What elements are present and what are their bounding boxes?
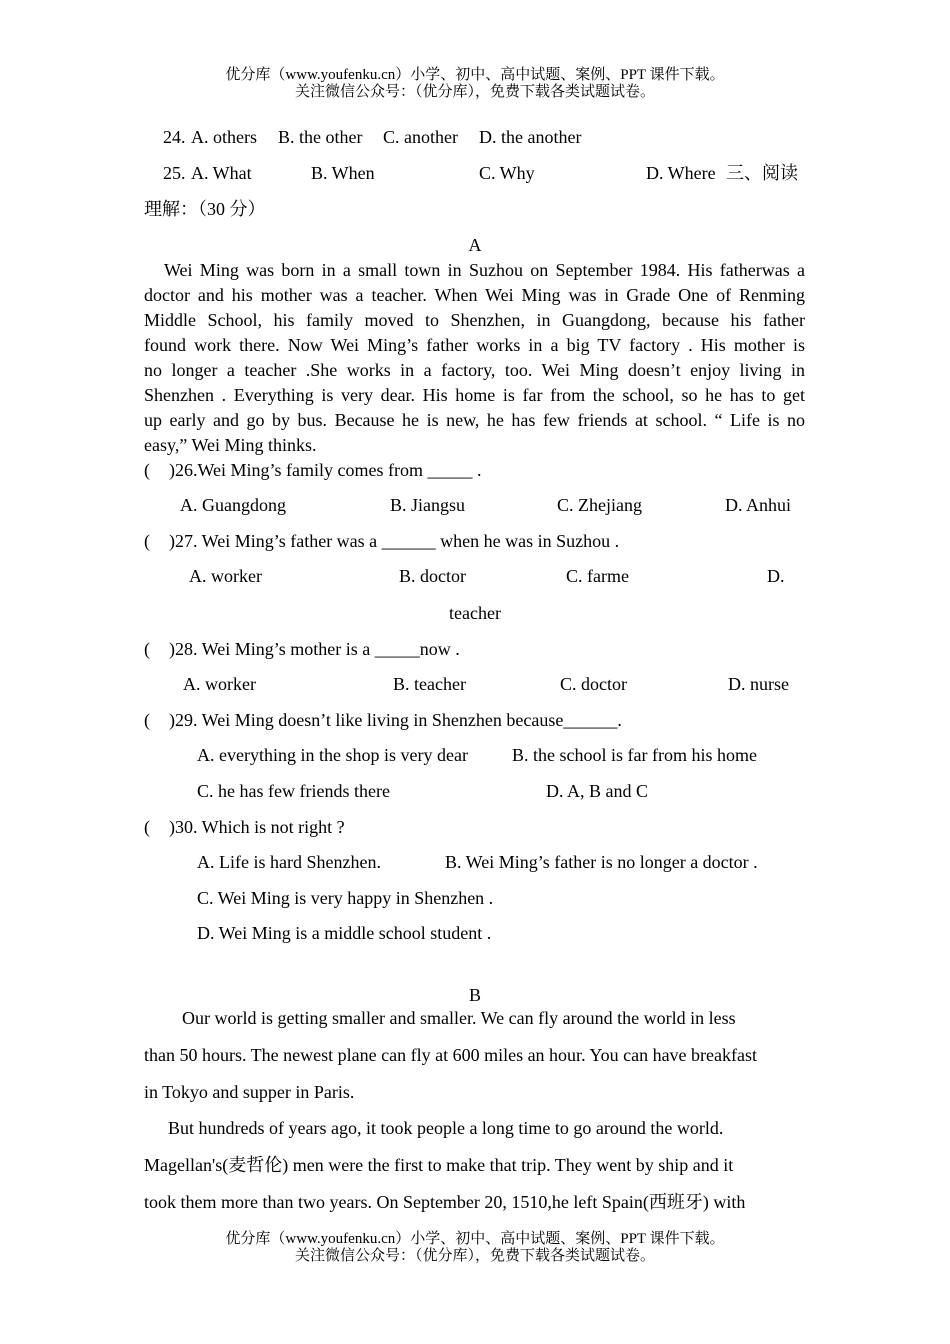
q29-paren: ( [144,710,150,730]
passage-b-label: B [468,985,481,1005]
q27-option-d-label: D. [767,566,785,586]
q30-option-d: D. Wei Ming is a middle school student . [197,923,492,943]
header-line-2: 关注微信公众号：（优分库），免费下载各类试题试卷。 [294,84,655,100]
passage-a-line: Wei Ming was born in a small town in Suzhou on September 1984. His fatherwas a [164,260,805,280]
q26-option-d: D. Anhui [725,495,792,515]
q30-stem [144,816,345,838]
q30-option-a: A. Life is hard Shenzhen. [197,852,381,872]
q28-option-a: A. worker [183,674,256,694]
q29-stem-text: )29. Wei Ming doesn’t like living in Shenzhen because [169,710,564,730]
q29-blank: ______ [563,710,618,730]
passage-b-line: Our world is getting smaller and smaller. We can fly around the world in less [182,1008,736,1028]
passage-a-label: A [468,235,482,255]
header-line-1: 优分库（www.youfenku.cn）小学、初中、高中试题、案例、PPT 课件下载。 [225,67,725,83]
q27-option-c: C. farme [566,566,629,586]
q25-option-c: C. Why [479,163,535,183]
q24-number: 24. [163,127,186,147]
q26-stem-text: )26.Wei Ming’s family comes from [169,460,424,480]
q30-option-c: C. Wei Ming is very happy in Shenzhen . [197,888,494,908]
footer-line-1: 优分库（www.youfenku.cn）小学、初中、高中试题、案例、PPT 课件下载。 [225,1231,725,1247]
passage-a-line: up early and go by bus. Because he is new, he has few friends at school. “ Life is no [144,410,805,430]
passage-b-line: than 50 hours. The newest plane can fly at 600 miles an hour. You can have breakfast [144,1045,758,1065]
page-header [0,67,950,101]
q29-stem [144,709,622,731]
q27-stem [144,530,619,552]
q26-option-b: B. Jiangsu [390,495,466,515]
q26-paren: ( [144,460,150,480]
q27-paren: ( [144,531,150,551]
q27-stem-end: when he was in Suzhou . [435,531,620,551]
q28-option-c: C. doctor [560,674,627,694]
q30-paren: ( [144,817,150,837]
q27-blank: ______ [381,531,436,551]
passage-b-line: in Tokyo and supper in Paris. [144,1082,355,1102]
q26-stem [144,459,482,481]
q24-option-a: A. others [191,127,257,147]
q24-option-c: C. another [383,127,458,147]
q28-option-b: B. teacher [393,674,466,694]
q27-option-a: A. worker [189,566,262,586]
passage-a-line: Shenzhen . Everything is very dear. His home is far from the school, so he has to get [144,385,805,405]
q29-option-b: B. the school is far from his home [512,745,757,765]
passage-b-line: took them more than two years. On September 20, 1510,he left Spain(西班牙) with [144,1192,746,1212]
q25-option-b: B. When [311,163,375,183]
q26-option-c: C. Zhejiang [557,495,642,515]
q25-option-d: D. Where [646,163,716,183]
q29-option-d: D. A, B and C [546,781,649,801]
q28-blank: _____ [374,639,420,659]
q24-option-d: D. the another [479,127,582,147]
q29-option-a: A. everything in the shop is very dear [197,745,468,765]
q30-option-b: B. Wei Ming’s father is no longer a doctor . [445,852,758,872]
q29-stem-end: . [617,710,622,730]
passage-a-line: doctor and his mother was a teacher. When Wei Ming was in Grade One of Renming [144,285,805,305]
q25-option-a: A. What [191,163,252,183]
passage-a-line: no longer a teacher .She works in a factory, too. Wei Ming doesn’t enjoy living in [144,360,805,380]
section-3-title-part2: 理解：（30 分） [144,199,266,219]
passage-b-line: Magellan's(麦哲伦) men were the first to make that trip. They went by ship and it [144,1155,734,1175]
q28-stem [144,638,460,660]
section-3-title-part1: 三、阅读 [726,163,798,183]
q30-stem-text: )30. Which is not right ? [169,817,345,837]
passage-b-line: But hundreds of years ago, it took people a long time to go around the world. [168,1118,724,1138]
q26-stem-end: . [472,460,482,480]
q27-stem-text: )27. Wei Ming’s father was a [169,531,378,551]
q26-option-a: A. Guangdong [180,495,286,515]
q27-option-d-text: teacher [449,603,501,623]
q24-option-b: B. the other [278,127,363,147]
q28-stem-end: now . [419,639,460,659]
passage-a-line: found work there. Now Wei Ming’s father works in a big TV factory . His mother is [144,335,805,355]
q29-option-c: C. he has few friends there [197,781,390,801]
q26-blank: _____ [427,460,473,480]
q25-number: 25. [163,163,186,183]
passage-a-line: Middle School, his family moved to Shenzhen, in Guangdong, because his father [144,310,805,330]
page-footer [0,1231,950,1265]
footer-line-2: 关注微信公众号：（优分库），免费下载各类试题试卷。 [294,1248,655,1264]
q28-stem-text: )28. Wei Ming’s mother is a [169,639,371,659]
passage-a-line: easy,” Wei Ming thinks. [144,435,317,455]
q28-paren: ( [144,639,150,659]
q28-option-d: D. nurse [728,674,789,694]
q27-option-b: B. doctor [399,566,466,586]
